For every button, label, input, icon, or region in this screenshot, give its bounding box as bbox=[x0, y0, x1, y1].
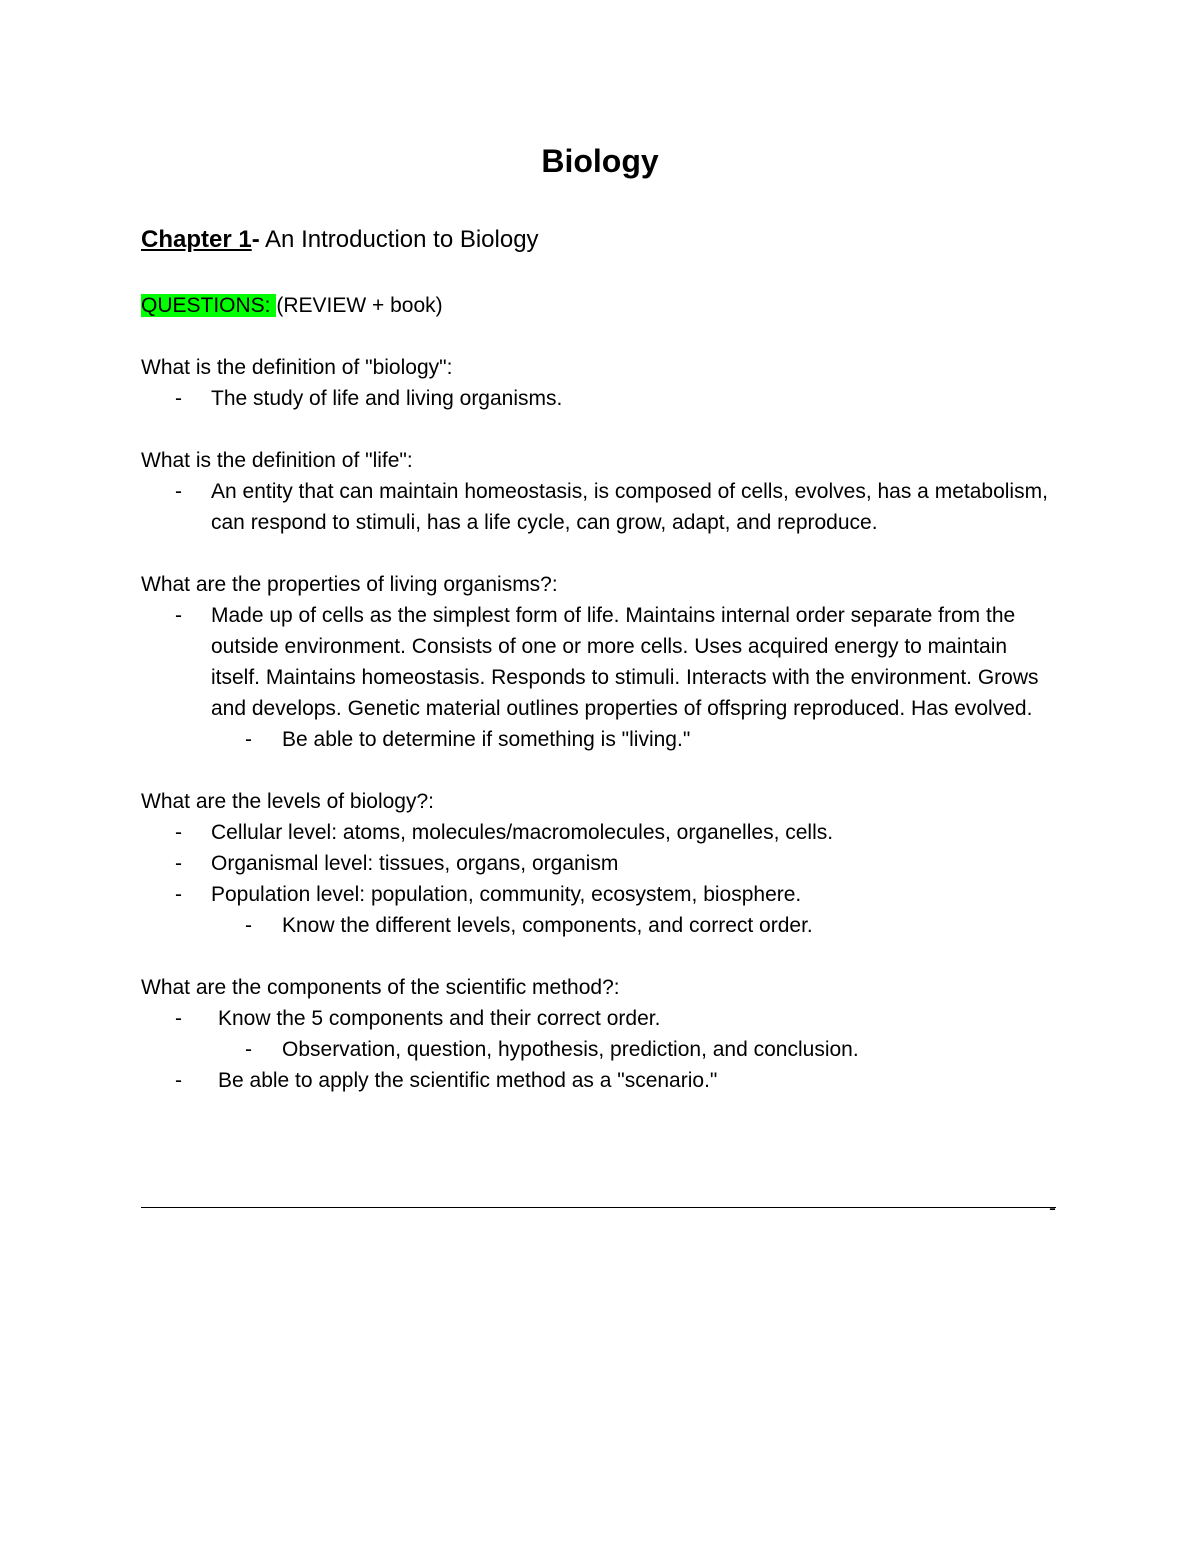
bullet-dash: - bbox=[245, 1038, 252, 1061]
bullet-dash: - bbox=[175, 821, 182, 844]
sub-answer-item: - Observation, question, hypothesis, prediction, and conclusion. bbox=[141, 1034, 1061, 1065]
bullet-dash: - bbox=[175, 1069, 182, 1092]
questions-heading bbox=[141, 290, 443, 321]
paragraph-gap bbox=[141, 755, 1061, 786]
bullet-dash: - bbox=[175, 480, 182, 503]
answer-item: - An entity that can maintain homeostasis, is composed of cells, evolves, has a metabolism, can respond to stimuli, has a life cycle, can grow, adapt, and reproduce. bbox=[141, 476, 1061, 538]
answer-item: - Organismal level: tissues, organs, organism bbox=[141, 848, 1061, 879]
answer-item: - Know the 5 components and their correct order. bbox=[141, 1003, 1061, 1034]
chapter-number: Chapter 1 bbox=[141, 226, 252, 253]
answer-item: - Population level: population, community, ecosystem, biosphere. bbox=[141, 879, 1061, 910]
paragraph-gap bbox=[141, 414, 1061, 445]
question-life-definition: What is the definition of "life": bbox=[141, 449, 413, 472]
question-biology-definition: What is the definition of "biology": bbox=[141, 356, 453, 379]
sub-answer-item: - Be able to determine if something is "living." bbox=[141, 724, 1061, 755]
bullet-dash: - bbox=[175, 852, 182, 875]
question-biology-levels: What are the levels of biology?: bbox=[141, 790, 434, 813]
answer-item: - Be able to apply the scientific method as a "scenario." bbox=[141, 1065, 1061, 1096]
question-living-properties: What are the properties of living organisms?: bbox=[141, 573, 558, 596]
questions-note: (REVIEW + book) bbox=[276, 294, 443, 317]
bullet-dash: - bbox=[245, 728, 252, 751]
question-scientific-method: What are the components of the scientific method?: bbox=[141, 976, 620, 999]
bullet-dash: - bbox=[175, 387, 182, 410]
answer-item: - Made up of cells as the simplest form of life. Maintains internal order separate from the outside environment. Consists of one or more cells. Uses acquired energy to maintain itself. Maintains homeostasis. Responds to stimuli. Interacts with the environment. Grows and develops. Genetic material outlines properties of offspring reproduced. Has evolved. bbox=[141, 600, 1061, 724]
bullet-dash: - bbox=[245, 914, 252, 937]
questions-highlight-label: QUESTIONS: bbox=[141, 294, 277, 317]
section-divider-rule bbox=[141, 1207, 1056, 1208]
paragraph-gap bbox=[141, 538, 1061, 569]
document-body bbox=[141, 352, 1061, 1096]
sub-answer-item: - Know the different levels, components, and correct order. bbox=[141, 910, 1061, 941]
bullet-dash: - bbox=[175, 883, 182, 906]
chapter-heading bbox=[141, 223, 539, 257]
chapter-dash: - bbox=[251, 226, 260, 253]
chapter-title: An Introduction to Biology bbox=[259, 226, 539, 253]
answer-item: - Cellular level: atoms, molecules/macromolecules, organelles, cells. bbox=[141, 817, 1061, 848]
answer-item: - The study of life and living organisms. bbox=[141, 383, 1061, 414]
divider-tail: - bbox=[1049, 1197, 1056, 1220]
bullet-dash: - bbox=[175, 604, 182, 627]
bullet-dash: - bbox=[175, 1007, 182, 1030]
paragraph-gap bbox=[141, 941, 1061, 972]
document-title: Biology bbox=[541, 143, 659, 179]
